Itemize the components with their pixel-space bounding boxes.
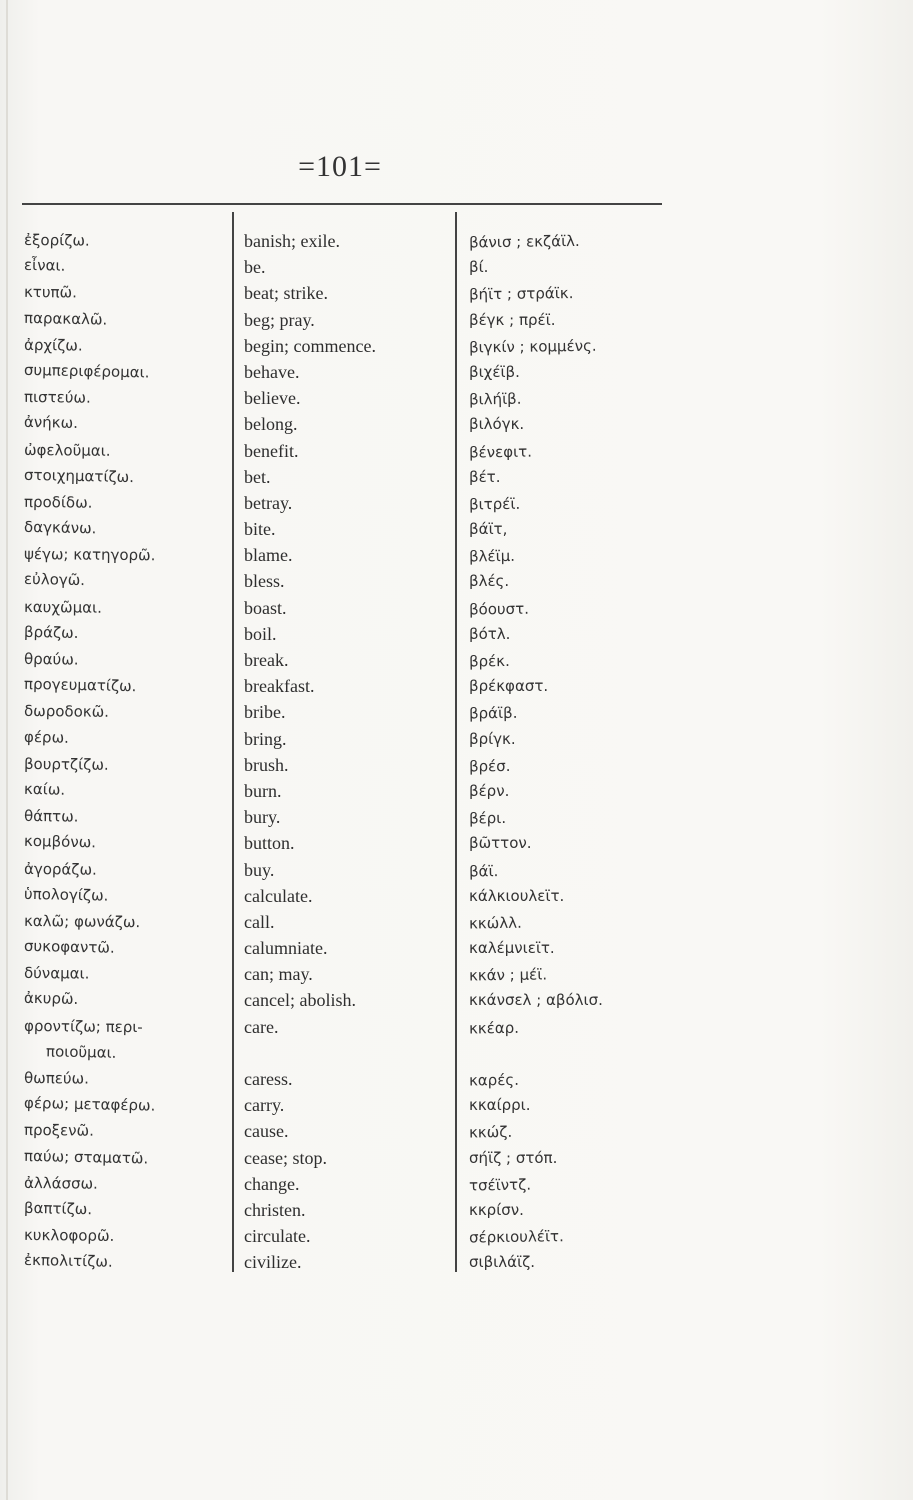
pronunciation-entry: βιλόγκ. [469,415,525,434]
english-entry: can; may. [244,964,313,985]
pronunciation-entry: κκώζ. [468,1123,513,1142]
pronunciation-entry: κκάνσελ ; αβόλισ. [469,991,603,1010]
pronunciation-entry: βάϊ. [468,861,499,880]
column-divider-right [455,212,457,1272]
greek-entry: φέρω; μεταφέρω. [23,1094,156,1115]
greek-entry: θάπτω. [23,807,79,826]
pronunciation-entry: βρέκφαστ. [469,677,549,696]
greek-entry: προδίδω. [23,492,93,512]
greek-entry: φροντίζω; περι- [23,1016,143,1036]
pronunciation-entry: βήϊτ ; στράϊκ. [468,284,574,304]
greek-entry: βαπτίζω. [23,1198,93,1219]
greek-entry: κυκλοφορῶ. [23,1226,115,1245]
greek-entry: παρακαλῶ. [23,308,108,329]
pronunciation-entry: κκάν ; μέϊ. [468,965,548,985]
pronunciation-entry: βένεφιτ. [468,442,533,461]
greek-entry: προξενῶ. [23,1121,95,1141]
greek-column [24,228,229,1276]
english-column [244,228,452,1276]
english-entry: christen. [244,1199,306,1220]
english-entry: bless. [244,571,285,592]
greek-entry: ψέγω; κατηγορῶ. [23,545,156,565]
english-entry: button. [244,833,295,854]
pronunciation-entry: κκώλλ. [468,913,522,933]
pronunciation-entry: βῶττον. [469,834,532,853]
greek-entry: στοιχηματίζω. [23,465,135,486]
english-entry: buy. [244,859,275,880]
pronunciation-entry: βιλήϊβ. [468,389,522,409]
english-entry: blame. [244,545,293,566]
english-entry: bribe. [244,702,286,723]
greek-entry: ἐξορίζω. [23,230,90,250]
greek-entry: ποιοῦμαι. [45,1042,117,1062]
greek-entry: ἀγοράζω. [23,859,97,879]
english-entry: bite. [244,519,276,540]
greek-entry: εἶναι. [23,256,66,275]
greek-entry: δωροδοκῶ. [23,702,110,722]
greek-entry: καίω. [23,779,66,799]
pronunciation-entry: βόουστ. [468,599,530,619]
pronunciation-entry: βέτ. [469,467,501,486]
pronunciation-entry: βάϊτ, [469,520,508,539]
english-entry: boast. [244,597,287,618]
greek-entry: ἀλλάσσω. [23,1173,98,1193]
english-entry: circulate. [244,1226,311,1247]
greek-entry: ἐκπολιτίζω. [23,1251,113,1272]
pronunciation-entry: βιχέϊβ. [469,362,520,381]
pronunciation-entry: καλέμνιεϊτ. [469,939,555,958]
english-entry: be. [244,257,266,278]
page-edge [6,0,8,1500]
pronunciation-entry: σέρκιουλέϊτ. [468,1227,564,1247]
pronunciation-entry: κκρίσν. [469,1200,524,1219]
english-entry: care. [244,1016,279,1037]
english-entry: bury. [244,807,281,828]
pronunciation-entry: τσέϊντζ. [468,1175,532,1195]
pronunciation-entry: κκέαρ. [468,1018,520,1038]
pronunciation-entry: βρίγκ. [469,729,516,748]
greek-entry: δύναμαι. [23,964,90,983]
english-entry: betray. [244,492,293,513]
greek-entry: κτυπῶ. [23,283,78,302]
greek-entry: συκοφαντῶ. [23,936,115,957]
english-entry: calumniate. [244,938,328,959]
english-entry: boil. [244,623,277,644]
pronunciation-entry: βιγκίν ; κομμένς. [468,336,597,357]
pronunciation-entry: βρέσ. [468,756,511,776]
english-entry: breakfast. [244,676,315,697]
pronunciation-entry: κάλκιουλεϊτ. [469,886,565,905]
english-entry: belong. [244,414,298,435]
header-rule [22,203,662,205]
pronunciation-entry: καρές. [468,1070,520,1090]
english-entry: cease; stop. [244,1147,327,1168]
greek-entry: συμπεριφέρομαι. [23,360,150,382]
greek-entry: προγευματίζω. [23,675,137,696]
english-entry: benefit. [244,440,299,461]
english-entry: caress. [244,1069,293,1089]
greek-entry: θραύω. [23,649,79,669]
page-number: =101= [298,150,382,183]
greek-entry: ὑπολογίζω. [23,884,109,905]
english-entry: beg; pray. [244,309,315,330]
greek-entry: παύω; σταματῶ. [23,1146,149,1168]
greek-entry: καλῶ; φωνάζω. [23,911,141,932]
column-divider-left [232,212,234,1272]
english-entry: bet. [244,466,271,487]
greek-entry: βράζω. [23,622,79,642]
english-entry: change. [244,1173,300,1194]
pronunciation-entry: βάνισ ; εκζάϊλ. [468,231,580,252]
english-entry: carry. [244,1095,285,1116]
english-entry: bring. [244,728,287,749]
english-entry: calculate. [244,885,313,906]
greek-entry: εὐλογῶ. [23,570,86,590]
english-entry: banish; exile. [244,231,340,251]
pronunciation-entry: σήϊζ ; στόπ. [469,1148,558,1167]
greek-entry: ἀκυρῶ. [23,989,79,1009]
pronunciation-column [469,228,679,1276]
pronunciation-entry: σιβιλάϊζ. [469,1253,535,1272]
english-entry: beat; strike. [244,283,328,304]
greek-entry: καυχῶμαι. [23,597,103,617]
pronunciation-entry: κκαίρρι. [469,1096,531,1115]
pronunciation-entry: βράϊβ. [468,704,518,723]
pronunciation-entry: βλέϊμ. [468,547,516,566]
english-entry: break. [244,650,289,670]
english-entry: believe. [244,388,301,409]
pronunciation-entry: βρέκ. [468,651,510,671]
pronunciation-entry: βέρν. [469,781,510,800]
greek-entry: δαγκάνω. [23,517,97,538]
pronunciation-entry: βιτρέϊ. [468,494,521,514]
english-entry: burn. [244,780,282,801]
greek-entry: πιστεύω. [23,388,91,407]
english-entry: behave. [244,361,300,382]
greek-entry: βουρτζίζω. [23,754,109,774]
pronunciation-entry: βλές. [469,572,510,591]
greek-entry: ἀνήκω. [23,413,79,433]
english-entry: begin; commence. [244,335,376,356]
greek-entry: θωπεύω. [23,1068,89,1088]
english-entry: cancel; abolish. [244,990,356,1011]
greek-entry: ἀρχίζω. [23,335,83,355]
pronunciation-entry: βότλ. [469,624,511,643]
english-entry: cause. [244,1121,289,1142]
greek-entry: φέρω. [23,727,70,747]
pronunciation-entry: βί. [469,258,489,277]
pronunciation-entry: βέγκ ; πρέϊ. [469,310,556,329]
greek-entry: ὠφελοῦμαι. [23,440,111,460]
english-entry: call. [244,911,275,932]
greek-entry: κομβόνω. [23,832,97,852]
english-entry: brush. [244,754,289,775]
pronunciation-entry: βέρι. [468,809,507,828]
english-entry: civilize. [244,1252,302,1273]
